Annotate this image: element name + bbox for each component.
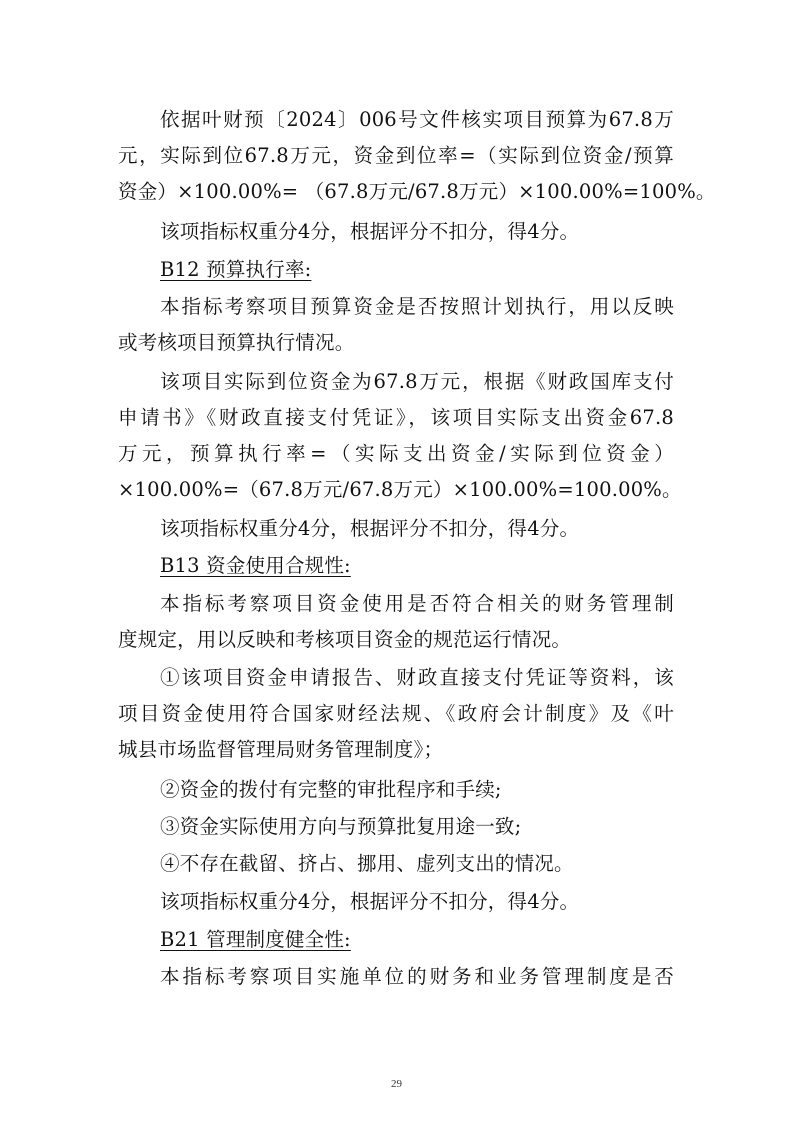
section-heading-b12: B12 预算执行率: (160, 258, 312, 281)
text-line: 万元，预算执行率=（实际支出资金/实际到位资金） (118, 442, 674, 465)
text-line: 度规定，用以反映和考核项目资金的规范运行情况。 (118, 628, 572, 651)
text-line: 该项指标权重分4分，根据评分不扣分，得4分。 (160, 517, 580, 540)
text-line: 本指标考察项目预算资金是否按照计划执行，用以反映 (160, 295, 674, 318)
text-line: 元，实际到位67.8万元，资金到位率=（实际到位资金/预算 (118, 144, 674, 167)
text-line: 依据叶财预〔2024〕006号文件核实项目预算为67.8万 (160, 108, 674, 131)
text-line: 资金）×100.00%= （67.8万元/67.8万元）×100.00%=100%。 (118, 180, 716, 203)
page-number: 29 (391, 1078, 402, 1090)
text-line: 该项目实际到位资金为67.8万元，根据《财政国库支付 (160, 370, 674, 393)
section-heading-b13: B13 资金使用合规性: (160, 554, 351, 577)
text-line: 本指标考察项目实施单位的财务和业务管理制度是否 (160, 965, 674, 988)
list-item: ③资金实际使用方向与预算批复用途一致; (160, 815, 522, 838)
text-line: 或考核项目预算执行情况。 (118, 331, 355, 354)
text-line: 申请书》《财政直接支付凭证》，该项目实际支出资金67.8 (118, 406, 674, 429)
text-line: 项目资金使用符合国家财经法规、《政府会计制度》及《叶 (118, 702, 674, 725)
text-line: 该项指标权重分4分，根据评分不扣分，得4分。 (160, 220, 580, 243)
section-heading-b21: B21 管理制度健全性: (160, 928, 351, 951)
text-line: 该项指标权重分4分，根据评分不扣分，得4分。 (160, 890, 580, 913)
text-line: 本指标考察项目资金使用是否符合相关的财务管理制 (160, 592, 674, 615)
list-item: ②资金的拨付有完整的审批程序和手续; (160, 778, 502, 801)
text-line: 城县市场监督管理局财务管理制度》； (118, 738, 444, 761)
list-item: ④不存在截留、挤占、挪用、虚列支出的情况。 (160, 852, 574, 875)
text-line: ①该项目资金申请报告、财政直接支付凭证等资料，该 (160, 666, 674, 689)
text-line: ×100.00%=（67.8万元/67.8万元）×100.00%=100.00%。 (118, 478, 682, 501)
